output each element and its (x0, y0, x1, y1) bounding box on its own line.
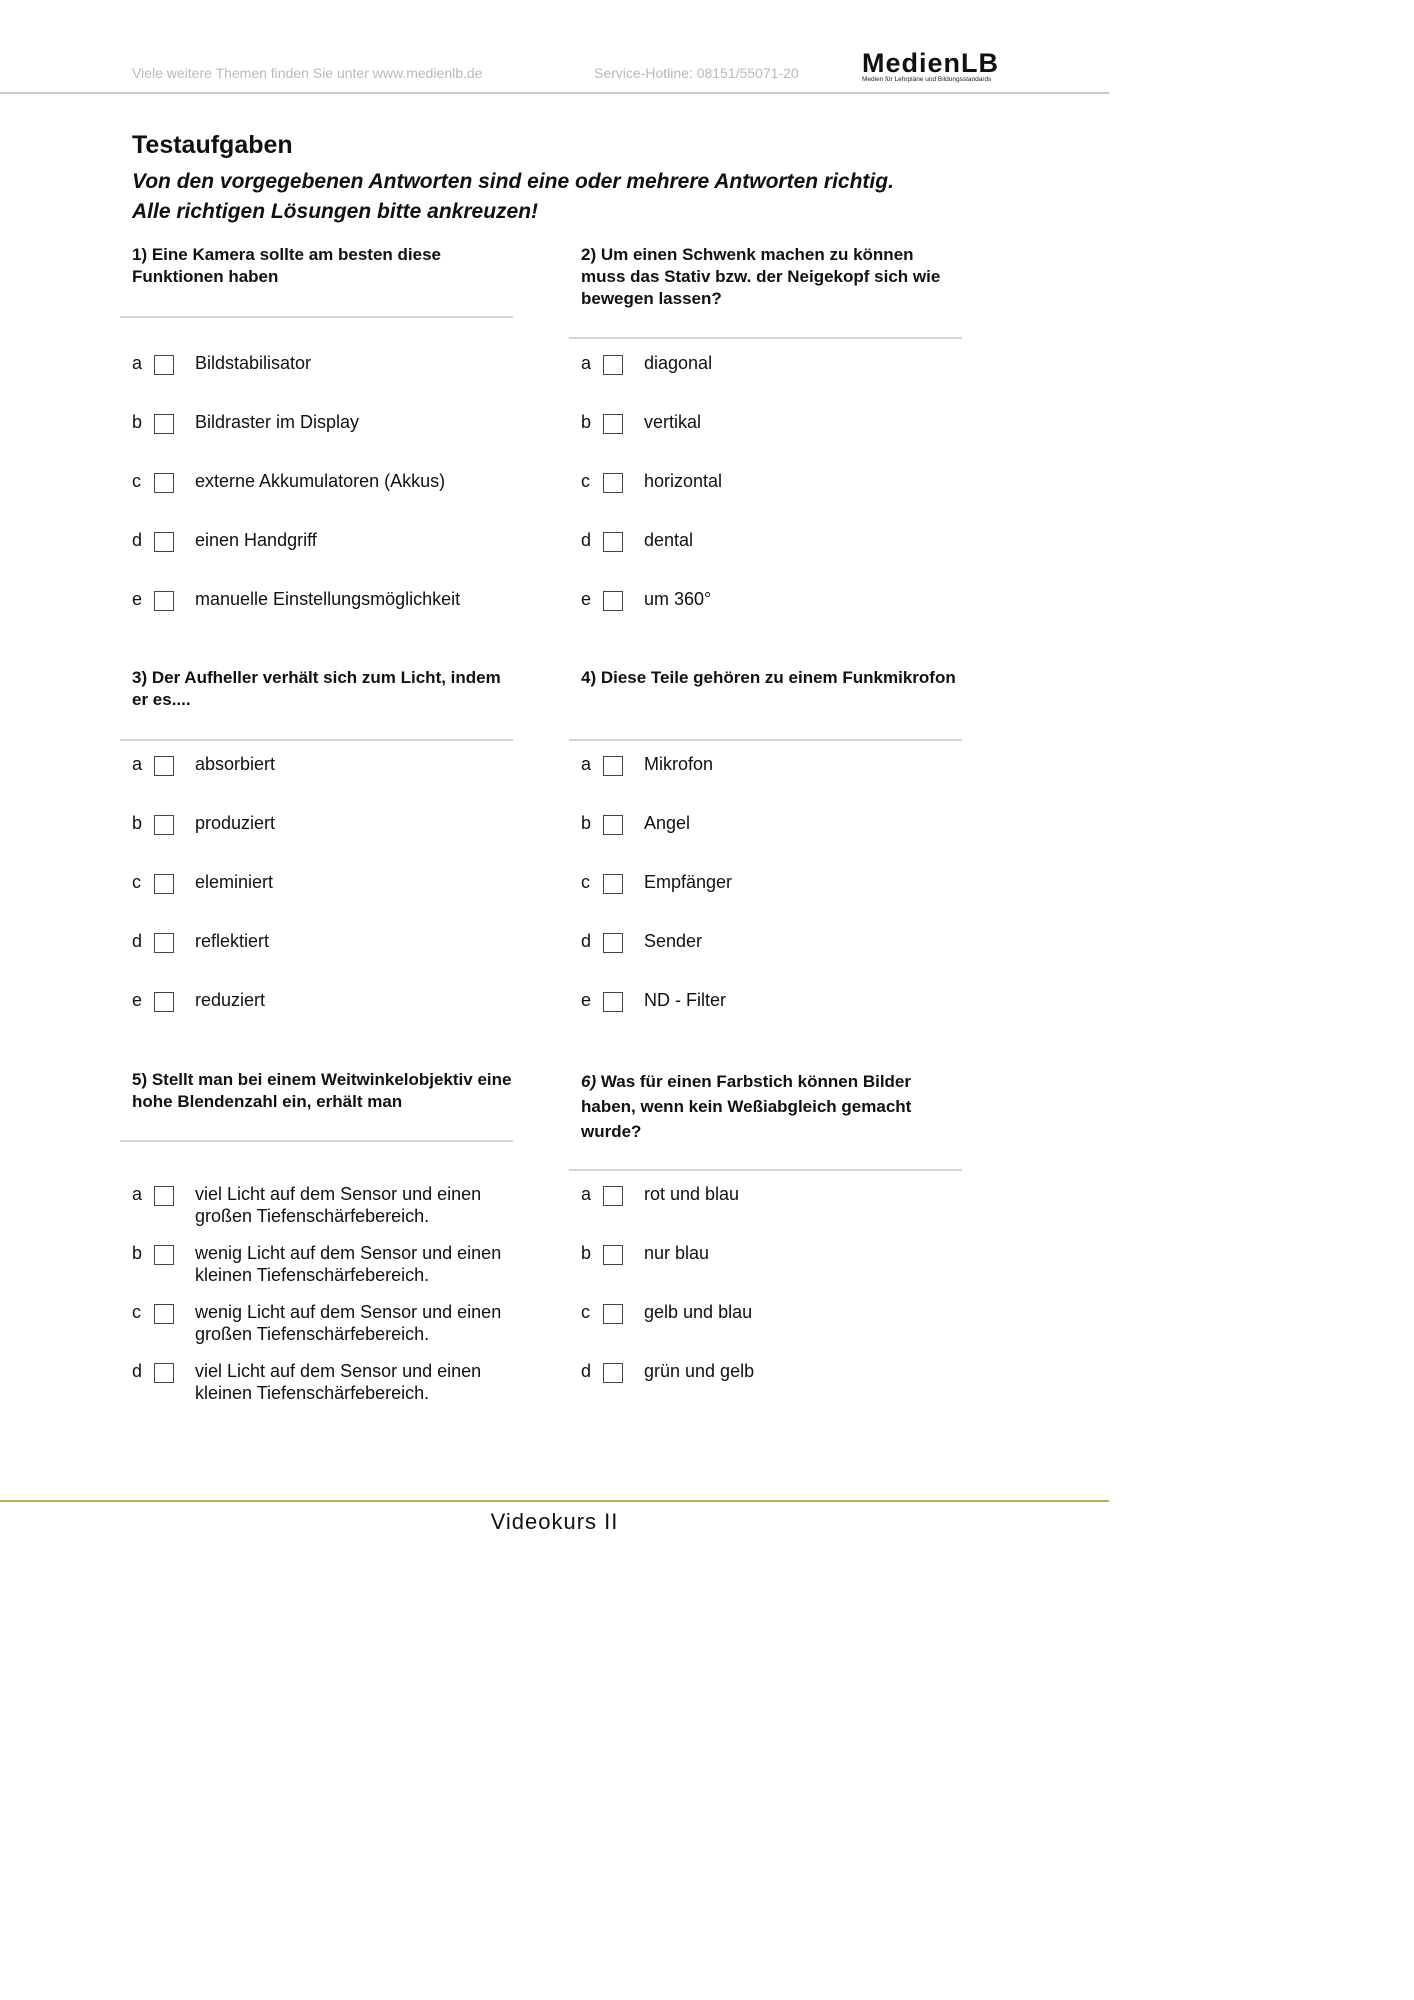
option-letter: c (132, 1302, 141, 1322)
option-letter: e (581, 589, 592, 609)
medienlb-logo (862, 50, 1012, 84)
option-label: reduziert (195, 990, 266, 1010)
option-label: vertikal (644, 412, 702, 432)
question-text (569, 667, 962, 689)
option-letter: b (581, 412, 592, 432)
page-header (0, 0, 1109, 95)
option-label: horizontal (644, 471, 723, 491)
option-2e[interactable] (569, 588, 962, 638)
checkbox[interactable] (603, 933, 623, 953)
option-label: wenig Licht auf dem Sensor und einen großen Tiefenschärfebereich. (195, 1302, 502, 1344)
option-letter: d (581, 530, 592, 550)
checkbox[interactable] (154, 1186, 174, 1206)
logo-wordmark: MedienLB (862, 48, 1000, 78)
option-label: Bildstabilisator (195, 353, 312, 373)
option-4a[interactable] (569, 753, 962, 803)
option-6b[interactable] (569, 1242, 962, 1292)
option-5a[interactable] (120, 1183, 513, 1233)
checkbox[interactable] (154, 756, 174, 776)
question-prompt: Diese Teile gehören zu einem Funkmikrofon (596, 668, 956, 687)
checkbox[interactable] (154, 355, 174, 375)
question-5 (120, 1069, 513, 1403)
checkbox[interactable] (603, 473, 623, 493)
checkbox[interactable] (603, 532, 623, 552)
checkbox[interactable] (154, 532, 174, 552)
option-1c[interactable] (120, 470, 513, 520)
option-3a[interactable] (120, 753, 513, 803)
option-letter: a (581, 754, 592, 774)
option-letter: a (581, 1184, 592, 1204)
question-prompt: Eine Kamera sollte am besten diese Funktionen haben (132, 245, 441, 286)
checkbox[interactable] (603, 1186, 623, 1206)
checkbox[interactable] (154, 1245, 174, 1265)
option-letter: c (132, 872, 141, 892)
question-prompt: Um einen Schwenk machen zu können muss das Stativ bzw. der Neigekopf sich wie bewegen lassen? (581, 245, 941, 308)
option-label: viel Licht auf dem Sensor und einen großen Tiefenschärfebereich. (195, 1184, 482, 1226)
question-1 (120, 244, 513, 609)
question-prompt: Der Aufheller verhält sich zum Licht, indem er es.... (132, 668, 501, 709)
option-3d[interactable] (120, 930, 513, 980)
question-number: 4) (581, 668, 597, 687)
question-text (120, 1069, 513, 1113)
question-number: 3) (132, 668, 148, 687)
option-label: eleminiert (195, 872, 274, 892)
checkbox[interactable] (154, 414, 174, 434)
option-letter: d (132, 1361, 143, 1381)
option-3c[interactable] (120, 871, 513, 921)
question-divider (120, 316, 513, 318)
option-letter: a (132, 754, 143, 774)
option-label: diagonal (644, 353, 713, 373)
question-divider (120, 739, 513, 741)
option-letter: c (132, 471, 141, 491)
question-divider (120, 1140, 513, 1142)
option-label: Empfänger (644, 872, 733, 892)
instruction-line-1: Von den vorgegebenen Antworten sind eine oder mehrere Antworten richtig. (132, 170, 894, 193)
checkbox[interactable] (603, 591, 623, 611)
checkbox[interactable] (154, 1363, 174, 1383)
option-label: grün und gelb (644, 1361, 755, 1381)
checkbox[interactable] (154, 992, 174, 1012)
option-letter: d (132, 530, 143, 550)
instruction-line-2: Alle richtigen Lösungen bitte ankreuzen! (132, 200, 539, 223)
question-text (569, 1069, 962, 1144)
checkbox[interactable] (154, 473, 174, 493)
option-letter: e (132, 589, 143, 609)
option-label: absorbiert (195, 754, 276, 774)
option-6d[interactable] (569, 1360, 962, 1410)
question-prompt: Stellt man bei einem Weitwinkelobjektiv eine hohe Blendenzahl ein, erhält man (132, 1070, 512, 1111)
option-letter: b (132, 1243, 143, 1263)
logo-subtitle: Medien für Lehrpläne und Bildungsstandards (862, 76, 992, 83)
option-letter: d (581, 1361, 592, 1381)
question-divider (569, 739, 962, 741)
checkbox[interactable] (603, 414, 623, 434)
option-letter: a (581, 353, 592, 373)
question-prompt: Was für einen Farbstich können Bilder haben, wenn kein Weßiabgleich gemacht wurde? (581, 1072, 912, 1141)
option-label: rot und blau (644, 1184, 740, 1204)
option-label: manuelle Einstellungsmöglichkeit (195, 589, 461, 609)
option-2b[interactable] (569, 411, 962, 461)
option-label: dental (644, 530, 694, 550)
option-4d[interactable] (569, 930, 962, 980)
option-label: Sender (644, 931, 703, 951)
checkbox[interactable] (603, 1245, 623, 1265)
option-label: produziert (195, 813, 276, 833)
option-5d[interactable] (120, 1360, 513, 1410)
checkbox[interactable] (603, 992, 623, 1012)
checkbox[interactable] (603, 355, 623, 375)
option-2c[interactable] (569, 470, 962, 520)
footer-title: Videokurs II (490, 1509, 619, 1534)
option-4e[interactable] (569, 989, 962, 1039)
option-2d[interactable] (569, 529, 962, 579)
option-label: reflektiert (195, 931, 270, 951)
option-letter: d (132, 931, 143, 951)
header-hotline: Service-Hotline: 08151/55071-20 (594, 65, 799, 81)
option-label: nur blau (644, 1243, 710, 1263)
question-text (120, 667, 513, 711)
option-letter: b (132, 412, 143, 432)
option-letter: b (581, 813, 592, 833)
checkbox[interactable] (603, 756, 623, 776)
option-3e[interactable] (120, 989, 513, 1039)
option-letter: b (581, 1243, 592, 1263)
question-number: 6) (581, 1072, 597, 1091)
option-label: Mikrofon (644, 754, 714, 774)
option-2a[interactable] (569, 352, 962, 402)
option-label: um 360° (644, 589, 712, 609)
option-label: Bildraster im Display (195, 412, 360, 432)
option-letter: e (132, 990, 143, 1010)
question-2 (569, 244, 962, 609)
question-4 (569, 667, 962, 1010)
option-label: Angel (644, 813, 691, 833)
question-text (120, 244, 513, 288)
option-letter: c (581, 1302, 590, 1322)
instructions (132, 167, 992, 227)
option-label: viel Licht auf dem Sensor und einen kleinen Tiefenschärfebereich. (195, 1361, 482, 1403)
option-6c[interactable] (569, 1301, 962, 1351)
option-label: ND - Filter (644, 990, 726, 1010)
option-letter: d (581, 931, 592, 951)
checkbox[interactable] (603, 815, 623, 835)
option-5c[interactable] (120, 1301, 513, 1351)
checkbox[interactable] (154, 1304, 174, 1324)
checkbox[interactable] (154, 933, 174, 953)
option-letter: a (132, 353, 143, 373)
header-website-note: Viele weitere Themen finden Sie unter www.medienlb.de (132, 65, 483, 81)
option-1e[interactable] (120, 588, 513, 638)
footer-divider (0, 1500, 1109, 1502)
option-letter: e (581, 990, 592, 1010)
option-1d[interactable] (120, 529, 513, 579)
option-6a[interactable] (569, 1183, 962, 1233)
option-1b[interactable] (120, 411, 513, 461)
checkbox[interactable] (154, 815, 174, 835)
checkbox[interactable] (154, 874, 174, 894)
checkbox[interactable] (603, 1363, 623, 1383)
header-divider (0, 92, 1109, 94)
option-3b[interactable] (120, 812, 513, 862)
question-number: 5) (132, 1070, 148, 1089)
checkbox[interactable] (603, 874, 623, 894)
option-letter: a (132, 1184, 143, 1204)
question-divider (569, 1169, 962, 1171)
option-letter: c (581, 471, 590, 491)
checkbox[interactable] (154, 591, 174, 611)
option-5b[interactable] (120, 1242, 513, 1292)
option-label: wenig Licht auf dem Sensor und einen kleinen Tiefenschärfebereich. (195, 1243, 502, 1285)
question-number: 2) (581, 245, 597, 264)
option-4b[interactable] (569, 812, 962, 862)
option-letter: b (132, 813, 143, 833)
question-6 (569, 1069, 962, 1381)
question-3 (120, 667, 513, 1010)
question-divider (569, 337, 962, 339)
checkbox[interactable] (603, 1304, 623, 1324)
option-letter: c (581, 872, 590, 892)
question-text (569, 244, 962, 310)
page-title: Testaufgaben (132, 131, 293, 159)
option-4c[interactable] (569, 871, 962, 921)
option-label: externe Akkumulatoren (Akkus) (195, 471, 446, 491)
option-label: einen Handgriff (195, 530, 317, 550)
question-number: 1) (132, 245, 148, 264)
option-1a[interactable] (120, 352, 513, 402)
option-label: gelb und blau (644, 1302, 753, 1322)
